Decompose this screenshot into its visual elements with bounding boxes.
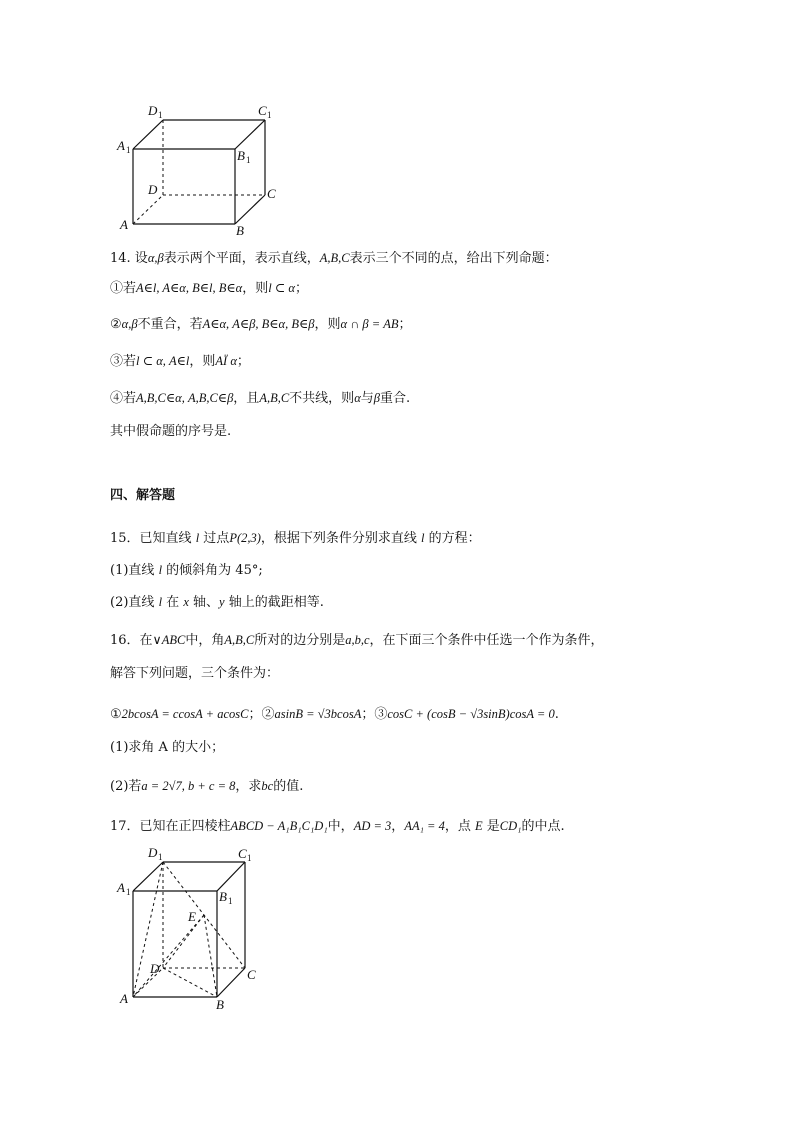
q15-math: y xyxy=(219,595,225,609)
cube-figure-1 xyxy=(110,98,290,238)
q14-math: A,B,C xyxy=(259,391,290,405)
q16-math: a = 2√7, b + c = 8 xyxy=(141,779,236,793)
q16-math: A,B,C xyxy=(224,633,255,647)
q16-math: cosC + (cosB − √3sinB)cosA = 0 xyxy=(387,707,555,721)
q14-stem xyxy=(110,250,558,267)
label-sub: 1 xyxy=(246,155,251,165)
q16-text: 所对的边分别是 xyxy=(254,633,346,648)
label-B: B xyxy=(236,223,244,238)
q15-text: (1)直线 xyxy=(110,563,159,578)
circled-number: ② xyxy=(110,317,122,332)
q14-text: 14. 设 xyxy=(110,251,148,266)
q16-text: ，求 xyxy=(235,779,262,794)
circled-number: ② xyxy=(261,707,275,722)
q16-conditions xyxy=(110,706,559,723)
q16-math: a,b,c xyxy=(345,633,370,647)
label-C1: C xyxy=(258,103,267,118)
q17-math: CD₁ xyxy=(499,819,522,833)
q16-text: (1)求角 A 的大小； xyxy=(110,740,225,755)
q16-math: ∨ABC xyxy=(152,633,186,647)
label-sub: 1 xyxy=(158,110,163,120)
label-D1: D xyxy=(148,845,158,860)
q14-text: ，则 xyxy=(314,317,341,332)
q14-text: 其中假命题的序号是. xyxy=(110,424,232,439)
q15-math: l xyxy=(195,531,200,545)
label-B1: B xyxy=(219,889,227,904)
label-D1: D xyxy=(148,103,158,118)
q15-part-2 xyxy=(110,594,324,611)
q15-part-1 xyxy=(110,562,263,579)
q14-math: α,β xyxy=(121,317,138,331)
q16-text: 解答下列问题，三个条件为： xyxy=(110,666,280,681)
q15-math: l xyxy=(421,531,425,545)
q17-text: 是 xyxy=(482,819,500,834)
label-sub: 1 xyxy=(267,110,272,120)
circled-number: ① xyxy=(110,281,124,296)
q15-math: l xyxy=(158,595,163,609)
label-A1: A xyxy=(117,880,125,895)
circled-number: ① xyxy=(110,707,122,722)
label-C: C xyxy=(247,967,256,982)
circled-number: ④ xyxy=(110,391,124,406)
q14-text: 若 xyxy=(123,354,137,369)
q16-text: (2)若 xyxy=(110,779,142,794)
label-B: B xyxy=(216,997,224,1010)
q15-text: (2)直线 xyxy=(110,595,159,610)
q16-part-1 xyxy=(110,740,224,756)
q14-text: 不共线，则 xyxy=(289,391,355,406)
label-B1: B xyxy=(237,148,245,163)
q14-math: α xyxy=(354,391,361,405)
q16-text: . xyxy=(554,707,559,722)
q14-math: l ⊂ α, A∈l xyxy=(136,354,190,368)
q14-question xyxy=(110,424,231,440)
circled-number: ③ xyxy=(110,354,124,369)
q16-text: ，在下面三个条件中任选一个作为条件， xyxy=(369,633,604,648)
section-heading xyxy=(110,488,175,504)
label-sub: 1 xyxy=(247,853,252,863)
q14-text: ； xyxy=(398,317,412,332)
prism-figure-2 xyxy=(110,840,290,1010)
q16-text: 的值. xyxy=(273,779,304,794)
q16-stem-2 xyxy=(110,666,279,682)
q15-math: l xyxy=(158,563,163,577)
q14-math: α ∩ β = AB xyxy=(340,317,399,331)
label-D: D xyxy=(150,961,160,976)
label-D: D xyxy=(148,182,158,197)
label-C: C xyxy=(267,186,276,201)
q17-text: 的中点. xyxy=(521,819,565,834)
q14-math: A,B,C∈α, A,B,C∈β xyxy=(136,391,234,405)
q14-math: A∈α, A∈β, B∈α, B∈β xyxy=(202,317,315,331)
q15-text: 15．已知直线 xyxy=(110,531,196,546)
q14-option-3 xyxy=(110,353,250,370)
q16-text: 中，角 xyxy=(185,633,225,648)
q14-option-2 xyxy=(110,316,412,333)
q16-text: ； xyxy=(248,707,262,722)
q14-math: α,β xyxy=(147,251,164,265)
q14-text: 与 xyxy=(360,391,374,406)
section-title: 四、解答题 xyxy=(110,488,176,503)
q15-text: 的方程： xyxy=(424,531,481,546)
label-sub: 1 xyxy=(228,896,233,906)
label-E: E xyxy=(188,909,196,924)
q14-text: 表示两个平面，表示直线， xyxy=(163,251,320,266)
q14-math: AÏ α xyxy=(215,354,237,368)
q14-text: ； xyxy=(236,354,250,369)
q15-stem xyxy=(110,530,481,547)
q17-math: ABCD − A₁B₁C₁D₁ xyxy=(230,819,328,833)
q14-option-4 xyxy=(110,390,410,407)
q14-math: A,B,C xyxy=(319,251,350,265)
q14-math: l ⊂ α xyxy=(268,281,295,295)
q14-math: β xyxy=(373,391,380,405)
label-A: A xyxy=(120,217,128,232)
q14-text: ； xyxy=(294,281,308,296)
q15-text: 的倾斜角为 45°; xyxy=(162,563,263,578)
q17-stem xyxy=(110,818,565,835)
q14-math: A∈l, A∈α, B∈l, B∈α xyxy=(136,281,243,295)
label-C1: C xyxy=(238,846,247,861)
q15-text: ，根据下列条件分别求直线 xyxy=(260,531,422,546)
q14-text: 重合. xyxy=(380,391,411,406)
q14-text: 若 xyxy=(123,281,137,296)
label-sub: 1 xyxy=(158,852,163,862)
q17-text: ，点 xyxy=(444,819,476,834)
q17-text: 中， xyxy=(327,819,354,834)
q16-math: asinB = √3bcosA xyxy=(274,707,362,721)
q16-part-2 xyxy=(110,778,303,795)
q16-stem xyxy=(110,632,604,649)
q15-text: 轴上的截距相等. xyxy=(224,595,324,610)
q15-math: x xyxy=(183,595,189,609)
label-sub: 1 xyxy=(126,887,131,897)
q17-math: AD = 3 xyxy=(353,819,392,833)
q14-text: ，且 xyxy=(233,391,260,406)
q17-text: ， xyxy=(391,819,405,834)
q16-text: ； xyxy=(361,707,375,722)
q17-text: 17．已知在正四棱柱 xyxy=(110,819,231,834)
q14-text: 不重合，若 xyxy=(137,317,203,332)
q15-math: P(2,3) xyxy=(229,531,261,545)
q14-text: ，则 xyxy=(242,281,269,296)
q14-option-1 xyxy=(110,280,308,297)
q14-text: 表示三个不同的点，给出下列命题： xyxy=(349,251,558,266)
q16-text: 16．在 xyxy=(110,633,153,648)
q17-math: E xyxy=(475,819,483,833)
q16-math: 2bcosA = ccosA + acosC xyxy=(121,707,249,721)
q14-text: ，则 xyxy=(189,354,216,369)
label-sub: 1 xyxy=(126,145,131,155)
q15-text: 轴、 xyxy=(188,595,220,610)
q17-math: AA₁ = 4 xyxy=(404,819,445,833)
q14-text: 若 xyxy=(123,391,137,406)
label-A: A xyxy=(120,991,128,1006)
label-A1: A xyxy=(117,138,125,153)
circled-number: ③ xyxy=(374,707,388,722)
q15-text: 在 xyxy=(162,595,184,610)
q15-text: 过点 xyxy=(199,531,230,546)
q16-math: bc xyxy=(261,779,274,793)
